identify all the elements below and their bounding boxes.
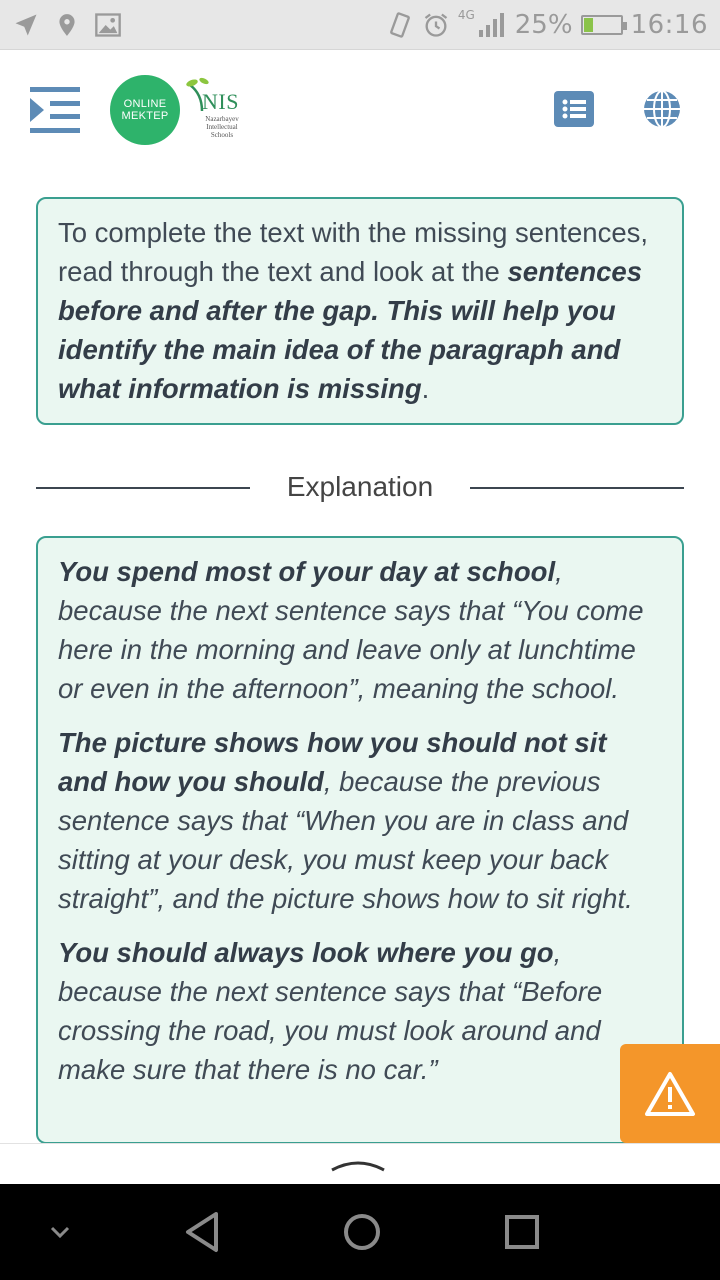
list-button[interactable] [554, 91, 594, 127]
tip-end: . [421, 373, 430, 404]
divider-line-right [470, 487, 684, 489]
explanation-reason: , because the previous sentence says that “When you are in class and sitting at your desk, you must keep your back straight”, and the picture shows how to sit right. [58, 766, 633, 914]
tip-box [36, 197, 684, 425]
battery-icon [581, 15, 623, 35]
explanation-item [58, 933, 662, 1089]
divider-label: Explanation [286, 471, 434, 502]
battery-percent: 25% [514, 9, 573, 40]
list-icon [554, 91, 594, 127]
nis-logo-text: NIS [202, 89, 239, 114]
recents-icon[interactable] [502, 1210, 542, 1254]
alarm-icon [422, 11, 450, 39]
signal-icon [477, 12, 507, 38]
menu-icon[interactable] [28, 85, 82, 135]
vibrate-icon [386, 11, 414, 39]
network-label: 4G [457, 7, 475, 22]
explanation-reason: , because the next sentence says that “You come here in the morning and leave only at lunchtime or even in the afternoon”, meaning the school. [58, 556, 644, 704]
location-icon [54, 11, 80, 39]
explanation-item [58, 552, 662, 708]
content-area[interactable] [0, 171, 720, 1143]
tip-text: To complete the text with the missing sentences, read through the text and look at the [58, 217, 649, 287]
app-header [0, 51, 720, 171]
explanation-box [36, 536, 684, 1143]
explanation-answer: The picture shows how you should not sit and how you should [58, 727, 607, 797]
image-icon [94, 11, 122, 39]
status-bar [0, 0, 720, 50]
back-icon[interactable] [182, 1210, 222, 1254]
system-nav-bar [0, 1184, 720, 1280]
chevron-down-icon[interactable] [48, 1224, 72, 1240]
home-icon[interactable] [342, 1210, 382, 1254]
logo-online-line1: ONLINE [123, 98, 167, 110]
logo-online-line2: MEKTEP [121, 110, 169, 122]
explanation-item [58, 723, 662, 918]
chevron-up-icon[interactable] [330, 1154, 386, 1174]
warning-icon [644, 1071, 696, 1117]
collapse-bar[interactable] [0, 1143, 720, 1184]
nis-logo[interactable] [184, 77, 254, 147]
navigation-icon [12, 11, 40, 39]
online-mektep-logo[interactable] [110, 75, 180, 145]
tip-bold-text: sentences before and after the gap. This will help you identify the main idea of the paragraph and what information is missing [58, 256, 643, 404]
status-right [386, 7, 708, 40]
explanation-reason: , because the next sentence says that “Before crossing the road, you must look around and make sure that there is no car.” [58, 937, 603, 1085]
clock: 16:16 [630, 9, 708, 40]
report-problem-button[interactable] [620, 1044, 720, 1143]
explanation-divider [36, 467, 684, 507]
battery-fill [584, 18, 594, 32]
globe-icon[interactable] [642, 89, 682, 129]
nis-logo-subtitle: Nazarbayev Intellectual Schools [205, 115, 239, 139]
explanation-answer: You spend most of your day at school [58, 556, 556, 587]
status-left [12, 11, 122, 39]
explanation-answer: You should always look where you go [58, 937, 554, 968]
